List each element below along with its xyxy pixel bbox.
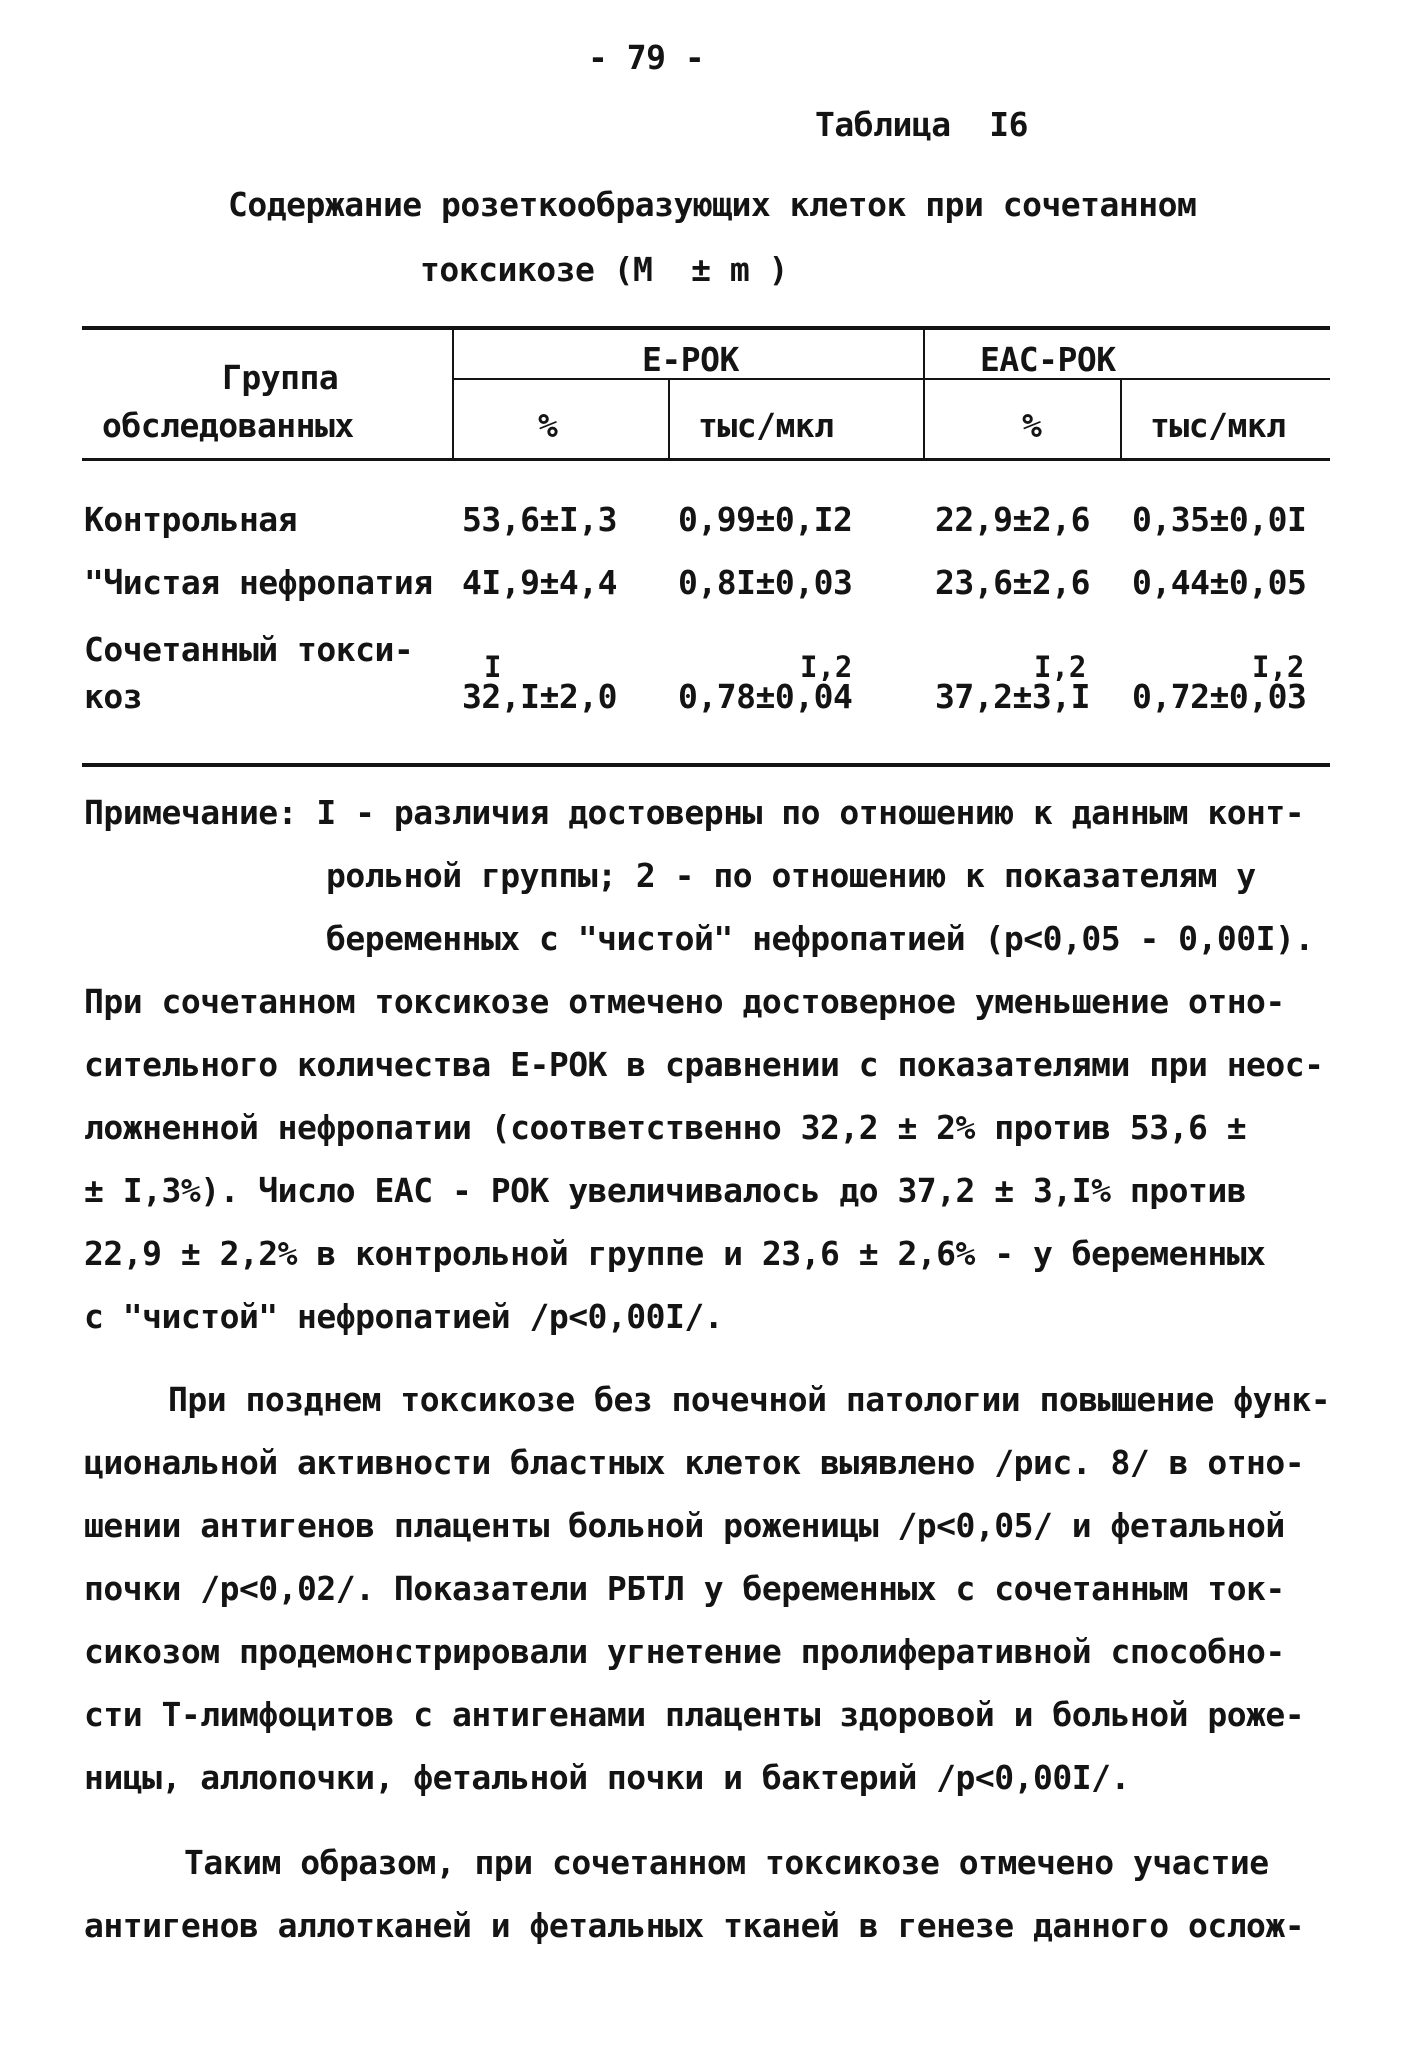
- row-3-eac-ths: 0,72±0,03: [1132, 677, 1307, 716]
- row-2-erok-pct: 4I,9±4,4: [462, 563, 617, 602]
- para-3-line-1: Таким образом, при сочетанном токсикозе отмечено участие: [184, 1843, 1269, 1882]
- header-erok: Е-РОК: [642, 340, 739, 379]
- para-1-line-3: ложненной нефропатии (соответственно 32,2 ± 2% против 53,6 ±: [84, 1108, 1247, 1147]
- row-3-erok-ths: 0,78±0,04: [678, 677, 853, 716]
- para-1-line-6: с "чистой" нефропатией /р<0,00I/.: [84, 1297, 724, 1336]
- header-eacrok: ЕАС-РОК: [980, 340, 1116, 379]
- table-header-bottom-rule: [82, 458, 1330, 461]
- table-vrule-erok-split: [668, 380, 670, 458]
- para-2-line-7: ницы, аллопочки, фетальной почки и бактерий /р<0,00I/.: [84, 1758, 1130, 1797]
- note-line-2: рольной группы; 2 - по отношению к показателям у: [326, 856, 1256, 895]
- para-2-line-3: шении антигенов плаценты больной роженицы /р<0,05/ и фетальной: [84, 1506, 1285, 1545]
- row-2-eac-pct: 23,6±2,6: [935, 563, 1090, 602]
- header-group-line-2: обследованных: [102, 406, 354, 445]
- note-line-3: беременных с "чистой" нефропатией (р<0,05 - 0,00I).: [326, 919, 1314, 958]
- row-1-eac-pct: 22,9±2,6: [935, 500, 1090, 539]
- header-group-line-1: Группа: [222, 358, 339, 397]
- page-number: - 79 -: [588, 38, 705, 77]
- row-3-group-line-2: коз: [84, 677, 143, 716]
- para-1-line-1: При сочетанном токсикозе отмечено достоверное уменьшение отно-: [84, 982, 1285, 1021]
- row-3-group-line-1: Сочетанный токси-: [84, 630, 414, 669]
- table-header-mid-rule: [452, 378, 1330, 380]
- row-2-eac-ths: 0,44±0,05: [1132, 563, 1307, 602]
- header-erok-ths: тыс/мкл: [698, 406, 834, 445]
- table-caption-line-1: Содержание розеткообразующих клеток при сочетанном: [228, 185, 1197, 224]
- row-1-group: Контрольная: [84, 500, 298, 539]
- row-1-erok-pct: 53,6±I,3: [462, 500, 617, 539]
- para-1-line-4: ± I,3%). Число ЕАС - РОК увеличивалось до 37,2 ± 3,I% против: [84, 1171, 1247, 1210]
- table-vrule-eac: [923, 330, 925, 458]
- table-vrule-group: [452, 330, 454, 458]
- row-3-erok-pct-mark: I: [484, 650, 502, 684]
- row-1-erok-ths: 0,99±0,I2: [678, 500, 853, 539]
- row-3-erok-pct: 32,I±2,0: [462, 677, 617, 716]
- row-3-erok-ths-mark: I,2: [800, 650, 853, 684]
- table-label: Таблица I6: [815, 105, 1029, 144]
- row-2-erok-ths: 0,8I±0,03: [678, 563, 853, 602]
- header-erok-percent: %: [538, 406, 558, 445]
- para-1-line-5: 22,9 ± 2,2% в контрольной группе и 23,6 ± 2,6% - у беременных: [84, 1234, 1266, 1273]
- table-vrule-eac-split: [1120, 380, 1122, 458]
- note-line-1: Примечание: I - различия достоверны по отношению к данным конт-: [84, 793, 1305, 832]
- row-3-eac-ths-mark: I,2: [1252, 650, 1305, 684]
- para-3-line-2: антигенов аллотканей и фетальных тканей в генезе данного ослож-: [84, 1906, 1305, 1945]
- table-top-rule: [82, 326, 1330, 330]
- para-1-line-2: сительного количества Е-РОК в сравнении с показателями при неос-: [84, 1045, 1324, 1084]
- header-eac-ths: тыс/мкл: [1150, 406, 1286, 445]
- para-2-line-1: При позднем токсикозе без почечной патологии повышение функ-: [168, 1380, 1331, 1419]
- para-2-line-6: сти Т-лимфоцитов с антигенами плаценты здоровой и больной роже-: [84, 1695, 1305, 1734]
- row-2-group: "Чистая нефропатия: [84, 563, 433, 602]
- row-3-eac-pct: 37,2±3,I: [935, 677, 1090, 716]
- row-1-eac-ths: 0,35±0,0I: [1132, 500, 1307, 539]
- para-2-line-2: циональной активности бластных клеток выявлено /рис. 8/ в отно-: [84, 1443, 1305, 1482]
- para-2-line-5: сикозом продемонстрировали угнетение пролиферативной способно-: [84, 1632, 1285, 1671]
- row-3-eac-pct-mark: I,2: [1034, 650, 1087, 684]
- para-2-line-4: почки /р<0,02/. Показатели РБТЛ у беременных с сочетанным ток-: [84, 1569, 1285, 1608]
- header-eac-percent: %: [1022, 406, 1042, 445]
- table-caption-line-2: токсикозе (М ± m ): [420, 250, 788, 289]
- table-bottom-rule: [82, 763, 1330, 767]
